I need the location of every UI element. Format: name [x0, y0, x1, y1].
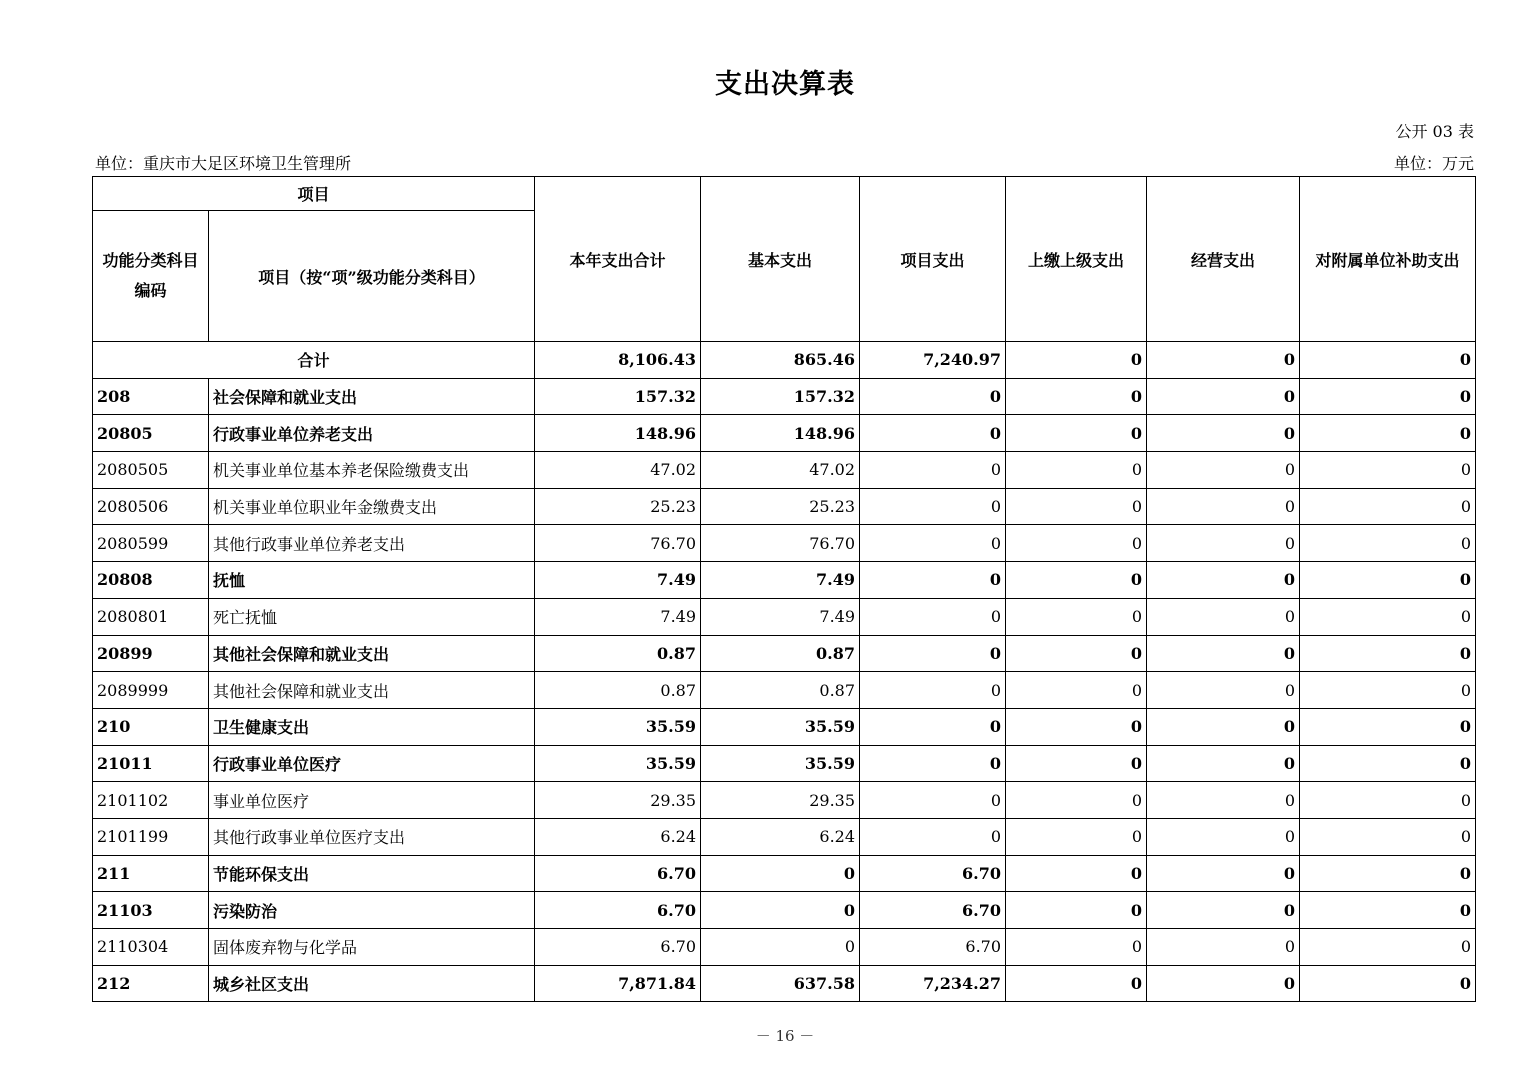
row-basic: 6.24: [701, 818, 860, 855]
row-total: 76.70: [535, 525, 701, 562]
row-code: 21011: [93, 745, 209, 782]
row-subsidy: 0: [1300, 635, 1476, 672]
row-subsidy: 0: [1300, 672, 1476, 709]
table-row: [93, 855, 1476, 892]
row-total: 25.23: [535, 488, 701, 525]
row-name: 行政事业单位养老支出: [209, 415, 535, 452]
row-project: 0: [860, 452, 1006, 489]
row-project: 0: [860, 598, 1006, 635]
table-row: [93, 488, 1476, 525]
row-name: 污染防治: [209, 892, 535, 929]
row-upper: 0: [1006, 635, 1147, 672]
row-subsidy: 0: [1300, 745, 1476, 782]
table-row: [93, 708, 1476, 745]
row-total: 6.70: [535, 929, 701, 966]
row-name: 死亡抚恤: [209, 598, 535, 635]
table-row: [93, 929, 1476, 966]
row-code: 2080506: [93, 488, 209, 525]
row-total: 35.59: [535, 708, 701, 745]
row-code: 2080801: [93, 598, 209, 635]
row-total: 7.49: [535, 562, 701, 599]
table-row: [93, 562, 1476, 599]
row-code: 208: [93, 378, 209, 415]
total-cell: 7,240.97: [860, 342, 1006, 379]
header-code: 功能分类科目编码: [93, 211, 209, 342]
row-name: 社会保障和就业支出: [209, 378, 535, 415]
row-code: 2110304: [93, 929, 209, 966]
table-row: [93, 782, 1476, 819]
row-basic: 148.96: [701, 415, 860, 452]
row-business: 0: [1147, 892, 1300, 929]
row-project: 0: [860, 562, 1006, 599]
row-basic: 47.02: [701, 452, 860, 489]
row-code: 20805: [93, 415, 209, 452]
row-subsidy: 0: [1300, 378, 1476, 415]
total-cell: 0: [1147, 342, 1300, 379]
row-basic: 157.32: [701, 378, 860, 415]
row-upper: 0: [1006, 488, 1147, 525]
row-upper: 0: [1006, 892, 1147, 929]
row-name: 其他行政事业单位养老支出: [209, 525, 535, 562]
row-basic: 0: [701, 855, 860, 892]
row-project: 0: [860, 378, 1006, 415]
row-upper: 0: [1006, 818, 1147, 855]
row-upper: 0: [1006, 525, 1147, 562]
row-subsidy: 0: [1300, 782, 1476, 819]
page-number: － 16 －: [755, 1027, 815, 1045]
row-subsidy: 0: [1300, 562, 1476, 599]
row-business: 0: [1147, 598, 1300, 635]
table-row: [93, 415, 1476, 452]
total-cell: 0: [1006, 342, 1147, 379]
row-name: 固体废弃物与化学品: [209, 929, 535, 966]
table-row: [93, 672, 1476, 709]
row-basic: 76.70: [701, 525, 860, 562]
row-code: 211: [93, 855, 209, 892]
row-total: 148.96: [535, 415, 701, 452]
row-business: 0: [1147, 855, 1300, 892]
row-subsidy: 0: [1300, 415, 1476, 452]
form-number: 公开 03 表: [1395, 122, 1474, 141]
table-row: [93, 818, 1476, 855]
header-basic: 基本支出: [701, 177, 860, 342]
row-upper: 0: [1006, 782, 1147, 819]
row-name: 其他社会保障和就业支出: [209, 672, 535, 709]
row-subsidy: 0: [1300, 488, 1476, 525]
row-total: 0.87: [535, 672, 701, 709]
table-row: [93, 965, 1476, 1002]
row-project: 0: [860, 745, 1006, 782]
row-project: 0: [860, 415, 1006, 452]
row-subsidy: 0: [1300, 892, 1476, 929]
row-subsidy: 0: [1300, 818, 1476, 855]
row-total: 0.87: [535, 635, 701, 672]
header-project: 项目: [93, 177, 535, 211]
table-row: [93, 452, 1476, 489]
row-project: 0: [860, 635, 1006, 672]
row-business: 0: [1147, 525, 1300, 562]
total-row: [93, 342, 1476, 379]
row-total: 6.24: [535, 818, 701, 855]
total-cell: 865.46: [701, 342, 860, 379]
row-upper: 0: [1006, 452, 1147, 489]
row-business: 0: [1147, 818, 1300, 855]
unit-currency: 单位：万元: [1393, 154, 1474, 173]
row-total: 7.49: [535, 598, 701, 635]
row-upper: 0: [1006, 965, 1147, 1002]
row-name: 其他行政事业单位医疗支出: [209, 818, 535, 855]
row-business: 0: [1147, 965, 1300, 1002]
header-total: 本年支出合计: [535, 177, 701, 342]
row-business: 0: [1147, 452, 1300, 489]
row-basic: 637.58: [701, 965, 860, 1002]
row-code: 20808: [93, 562, 209, 599]
row-subsidy: 0: [1300, 708, 1476, 745]
row-project: 0: [860, 782, 1006, 819]
table-row: [93, 525, 1476, 562]
row-total: 47.02: [535, 452, 701, 489]
row-basic: 29.35: [701, 782, 860, 819]
row-basic: 0: [701, 929, 860, 966]
row-total: 6.70: [535, 892, 701, 929]
row-basic: 0.87: [701, 635, 860, 672]
row-project: 0: [860, 672, 1006, 709]
row-code: 210: [93, 708, 209, 745]
table-row: [93, 745, 1476, 782]
expenditure-table: [92, 176, 1476, 1002]
row-upper: 0: [1006, 672, 1147, 709]
row-name: 行政事业单位医疗: [209, 745, 535, 782]
row-project: 0: [860, 818, 1006, 855]
row-code: 20899: [93, 635, 209, 672]
row-subsidy: 0: [1300, 929, 1476, 966]
total-label: 合计: [93, 342, 535, 379]
row-total: 157.32: [535, 378, 701, 415]
row-code: 2089999: [93, 672, 209, 709]
row-project: 0: [860, 525, 1006, 562]
row-basic: 35.59: [701, 708, 860, 745]
row-subsidy: 0: [1300, 598, 1476, 635]
table-row: [93, 378, 1476, 415]
row-business: 0: [1147, 378, 1300, 415]
row-code: 2080505: [93, 452, 209, 489]
row-name: 抚恤: [209, 562, 535, 599]
row-total: 29.35: [535, 782, 701, 819]
row-business: 0: [1147, 708, 1300, 745]
row-code: 21103: [93, 892, 209, 929]
total-cell: 8,106.43: [535, 342, 701, 379]
row-upper: 0: [1006, 598, 1147, 635]
row-subsidy: 0: [1300, 965, 1476, 1002]
total-cell: 0: [1300, 342, 1476, 379]
row-basic: 0: [701, 892, 860, 929]
row-business: 0: [1147, 672, 1300, 709]
row-upper: 0: [1006, 745, 1147, 782]
row-business: 0: [1147, 929, 1300, 966]
table-row: [93, 598, 1476, 635]
row-name: 机关事业单位职业年金缴费支出: [209, 488, 535, 525]
row-name: 节能环保支出: [209, 855, 535, 892]
row-code: 2101199: [93, 818, 209, 855]
row-total: 6.70: [535, 855, 701, 892]
row-basic: 25.23: [701, 488, 860, 525]
row-subsidy: 0: [1300, 525, 1476, 562]
row-project: 6.70: [860, 929, 1006, 966]
row-project: 6.70: [860, 892, 1006, 929]
row-name: 卫生健康支出: [209, 708, 535, 745]
row-upper: 0: [1006, 708, 1147, 745]
row-basic: 0.87: [701, 672, 860, 709]
row-project: 6.70: [860, 855, 1006, 892]
row-name: 其他社会保障和就业支出: [209, 635, 535, 672]
row-basic: 7.49: [701, 562, 860, 599]
row-upper: 0: [1006, 929, 1147, 966]
row-name: 事业单位医疗: [209, 782, 535, 819]
row-business: 0: [1147, 415, 1300, 452]
row-total: 35.59: [535, 745, 701, 782]
row-upper: 0: [1006, 855, 1147, 892]
header-project-expense: 项目支出: [860, 177, 1006, 342]
row-business: 0: [1147, 562, 1300, 599]
table-row: [93, 635, 1476, 672]
row-basic: 7.49: [701, 598, 860, 635]
row-business: 0: [1147, 488, 1300, 525]
page-title: 支出决算表: [715, 69, 855, 100]
row-total: 7,871.84: [535, 965, 701, 1002]
row-code: 2101102: [93, 782, 209, 819]
row-project: 0: [860, 708, 1006, 745]
row-upper: 0: [1006, 415, 1147, 452]
row-project: 7,234.27: [860, 965, 1006, 1002]
row-upper: 0: [1006, 562, 1147, 599]
row-name: 机关事业单位基本养老保险缴费支出: [209, 452, 535, 489]
header-subsidy: 对附属单位补助支出: [1300, 177, 1476, 342]
row-business: 0: [1147, 635, 1300, 672]
row-upper: 0: [1006, 378, 1147, 415]
header-business: 经营支出: [1147, 177, 1300, 342]
unit-organization: 单位：重庆市大足区环境卫生管理所: [95, 154, 352, 173]
row-code: 212: [93, 965, 209, 1002]
row-subsidy: 0: [1300, 855, 1476, 892]
row-business: 0: [1147, 782, 1300, 819]
row-basic: 35.59: [701, 745, 860, 782]
row-code: 2080599: [93, 525, 209, 562]
row-project: 0: [860, 488, 1006, 525]
header-name: 项目（按“项”级功能分类科目）: [209, 211, 535, 342]
table-row: [93, 892, 1476, 929]
row-name: 城乡社区支出: [209, 965, 535, 1002]
row-subsidy: 0: [1300, 452, 1476, 489]
row-business: 0: [1147, 745, 1300, 782]
header-upper: 上缴上级支出: [1006, 177, 1147, 342]
